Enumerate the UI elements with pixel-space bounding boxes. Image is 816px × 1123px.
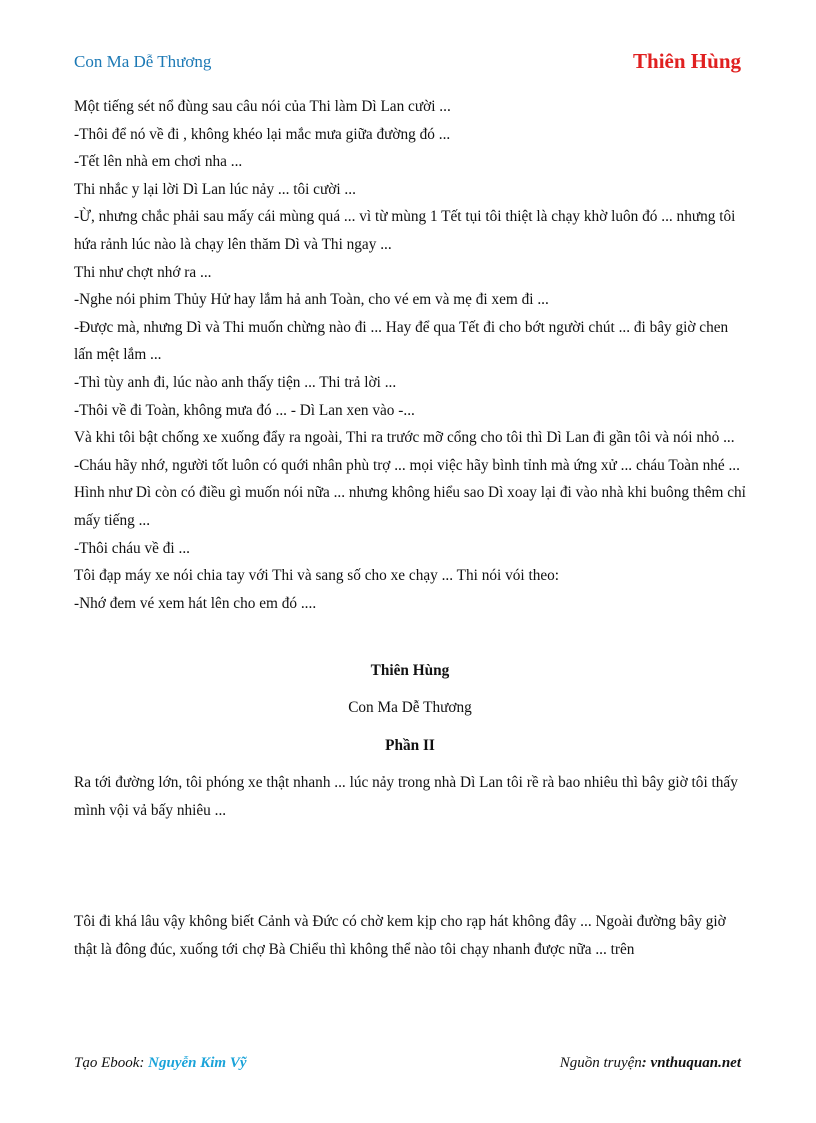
paragraph: Và khi tôi bật chống xe xuống đẩy ra ngoài, Thi ra trước mỡ cổng cho tôi thì Dì Lan đi gần tôi và nói nhỏ ... [74,429,735,447]
paragraph: -Tết lên nhà em chơi nha ... [74,153,243,171]
footer-ebook-label: Tạo Ebook [74,1055,140,1071]
paragraph: -Cháu hãy nhớ, người tốt luôn có quới nhân phù trợ ... mọi việc hãy bình tỉnh mà ứng xử ... cháu Toàn nhé ... [74,456,740,474]
footer-source-separator: : [641,1055,651,1071]
paragraph: -Thôi cháu về đi ... [74,539,190,557]
paragraph: -Thôi để nó về đi , không khéo lại mắc mưa giữa đường đó ... [74,125,451,143]
paragraph: Thi như chợt nhớ ra ... [74,263,212,281]
paragraph: Một tiếng sét nổ đùng sau câu nói của Thi làm Dì Lan cười ... [74,98,451,115]
footer-ebook-separator: : [139,1055,149,1071]
footer-source-label: Nguồn truyện [559,1055,642,1071]
paragraph: -Thôi về đi Toàn, không mưa đó ... - Dì Lan xen vào -... [74,401,415,419]
section-part: Phần II [385,737,435,755]
paragraph: Tôi đi khá lâu vậy không biết Cảnh và Đức có chờ kem kịp cho rạp hát không đây ... Ngoài đường bây giờ thật là đông đúc, xuống tới chợ Bà Chiểu thì không thể nào tôi chạy nhanh được nữa ... trên [74,913,726,958]
section-title: Con Ma Dễ Thương [348,698,472,716]
paragraph: Ra tới đường lớn, tôi phóng xe thật nhanh ... lúc nảy trong nhà Dì Lan tôi rề rà bao nhiêu thì bây giờ tôi thấy mình vội vả bấy nhiêu ... [74,774,738,819]
paragraph: Thi nhắc y lại lời Dì Lan lúc nảy ... tôi cười ... [74,180,356,198]
footer-source-credit [560,1055,741,1072]
section-author: Thiên Hùng [370,662,450,680]
paragraph: -Được mà, nhưng Dì và Thi muốn chừng nào đi ... Hay để qua Tết đi cho bớt người chút ... đi bây giờ chen lấn mệt lắm ... [74,318,729,364]
paragraph: -Ừ, nhưng chắc phải sau mấy cái mùng quá ... vì từ mùng 1 Tết tụi tôi thiệt là chạy khờ luôn đó ... nhưng tôi hứa rảnh lúc nào là chạy lên thăm Dì và Thi ngay ... [74,208,736,253]
header-author: Thiên Hùng [633,49,741,73]
paragraph: -Nhớ đem vé xem hát lên cho em đó .... [74,594,317,612]
footer-ebook-name: Nguyễn Kim Vỹ [148,1055,247,1071]
page-body [74,93,746,963]
paragraph: -Nghe nói phim Thủy Hử hay lắm hả anh Toàn, cho vé em và mẹ đi xem đi ... [74,291,549,309]
paragraph: Tôi đạp máy xe nói chia tay với Thi và sang số cho xe chạy ... Thi nói vói theo: [74,567,560,585]
paragraph: Hình như Dì còn có điều gì muốn nói nữa ... nhưng không hiểu sao Dì xoay lại đi vào nhà khi buông thêm chỉ mấy tiếng ... [74,484,746,529]
header-story-title: Con Ma Dễ Thương [74,52,212,71]
footer-source-site: vnthuquan.net [650,1055,741,1071]
footer-ebook-credit [74,1055,247,1072]
paragraph: -Thì tùy anh đi, lúc nào anh thấy tiện ... Thi trả lời ... [74,373,397,391]
